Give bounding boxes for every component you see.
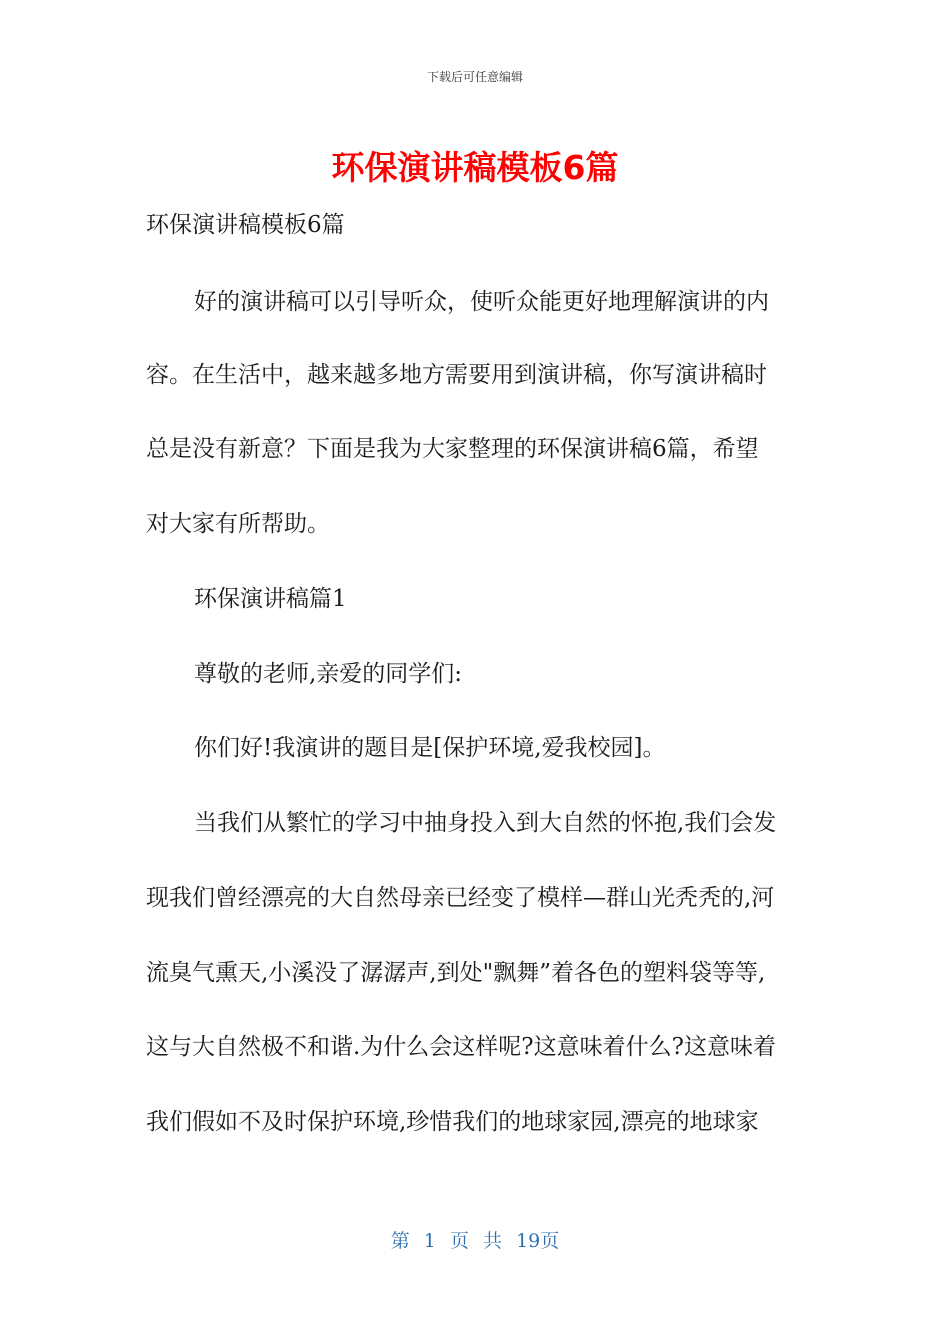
total-pages: 19页 [516,1230,560,1252]
subtitle-line: 环保演讲稿模板6篇 [146,212,345,238]
page-footer [0,1226,950,1253]
paragraph-line: 对大家有所帮助。 [146,511,330,537]
paragraph-line: 当我们从繁忙的学习中抽身投入到大自然的怀抱,我们会发 [194,810,777,836]
paragraph-line: 我们假如不及时保护环境,珍惜我们的地球家园,漂亮的地球家 [146,1109,759,1135]
paragraph-line: 现我们曾经漂亮的大自然母亲已经变了模样—群山光秃秃的,河 [146,885,775,911]
footer-prefix: 第 [390,1230,410,1252]
footer-total-prefix: 共 [483,1230,503,1252]
paragraph-line: 流臭气熏天,小溪没了潺潺声,到处"飘舞”着各色的塑料袋等等, [146,960,766,986]
greeting-line: 尊敬的老师,亲爱的同学们: [194,661,463,687]
section-heading: 环保演讲稿篇1 [194,586,347,612]
paragraph-line: 容。在生活中，越来越多地方需要用到演讲稿，你写演讲稿时 [146,362,767,388]
paragraph-line: 你们好!我演讲的题目是[保护环境,爱我校园]。 [194,735,666,761]
footer-middle: 页 [449,1230,469,1252]
header-note: 下载后可任意编辑 [426,70,523,84]
paragraph-line: 好的演讲稿可以引导听众，使听众能更好地理解演讲的内 [194,289,769,315]
paragraph-line: 这与大自然极不和谐.为什么会这样呢?这意味着什么?这意味着 [146,1034,776,1060]
paragraph-line: 总是没有新意？下面是我为大家整理的环保演讲稿6篇，希望 [146,436,759,462]
document-title: 环保演讲稿模板6篇 [331,148,619,187]
current-page-number: 1 [423,1230,436,1252]
